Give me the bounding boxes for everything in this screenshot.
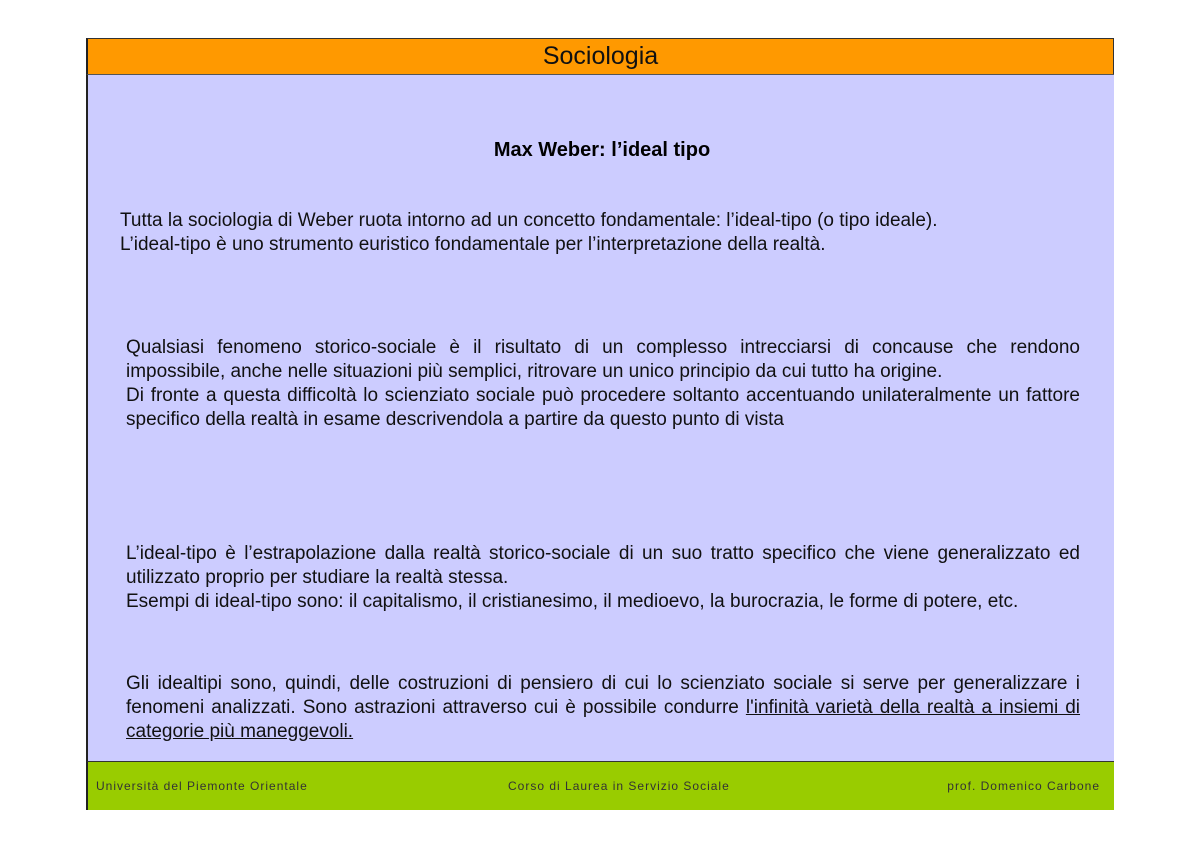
slide — [86, 38, 1114, 810]
paragraph-definition — [126, 542, 1080, 614]
paragraph-conclusion-text — [126, 672, 1080, 744]
paragraph-definition-line1: L’ideal-tipo è l’estrapolazione dalla realtà storico-sociale di un suo tratto specifico che viene generalizzato ed utilizzato proprio per studiare la realtà stessa. — [126, 543, 1080, 588]
paragraph-phenomenon-line1: Qualsiasi fenomeno storico-sociale è il risultato di un complesso intrecciarsi di concause che rendono impossibile, anche nelle situazioni più semplici, ritrovare un unico principio da cui tutto ha origine. — [126, 337, 1080, 382]
footer-university: Università del Piemonte Orientale — [96, 779, 308, 793]
footer-professor: prof. Domenico Carbone — [947, 779, 1100, 793]
paragraph-conclusion — [126, 672, 1080, 744]
paragraph-intro-line2: L’ideal-tipo è uno strumento euristico fondamentale per l’interpretazione della realtà. — [120, 234, 826, 255]
slide-body — [86, 74, 1114, 797]
slide-header — [86, 38, 1114, 74]
paragraph-phenomenon-line2: Di fronte a questa difficoltà lo scienziato sociale può procedere soltanto accentuando unilateralmente un fattore specifico della realtà in esame descrivendola a partire da questo punto di vista — [126, 385, 1080, 430]
slide-footer — [86, 761, 1114, 810]
slide-title: Sociologia — [542, 42, 659, 70]
paragraph-intro-line1: Tutta la sociologia di Weber ruota intorno ad un concetto fondamentale: l’ideal-tipo (o tipo ideale). — [120, 210, 938, 231]
paragraph-intro — [120, 209, 1088, 257]
paragraph-conclusion-body: Gli idealtipi sono, quindi, delle costruzioni di pensiero di cui lo scienziato sociale si serve per generalizzare i fenomeni analizzati. Sono astrazioni attraverso cui è possibile condurre — [126, 673, 1080, 718]
paragraph-conclusion-underlined: l'infinità varietà della realtà a insiemi di categorie più maneggevoli. — [126, 697, 1081, 742]
footer-course: Corso di Laurea in Servizio Sociale — [508, 779, 730, 793]
slide-subtitle: Max Weber: l’ideal tipo — [493, 139, 711, 161]
paragraph-phenomenon — [126, 336, 1080, 432]
paragraph-definition-line2: Esempi di ideal-tipo sono: il capitalismo, il cristianesimo, il medioevo, la burocrazia, le forme di potere, etc. — [126, 591, 1019, 612]
